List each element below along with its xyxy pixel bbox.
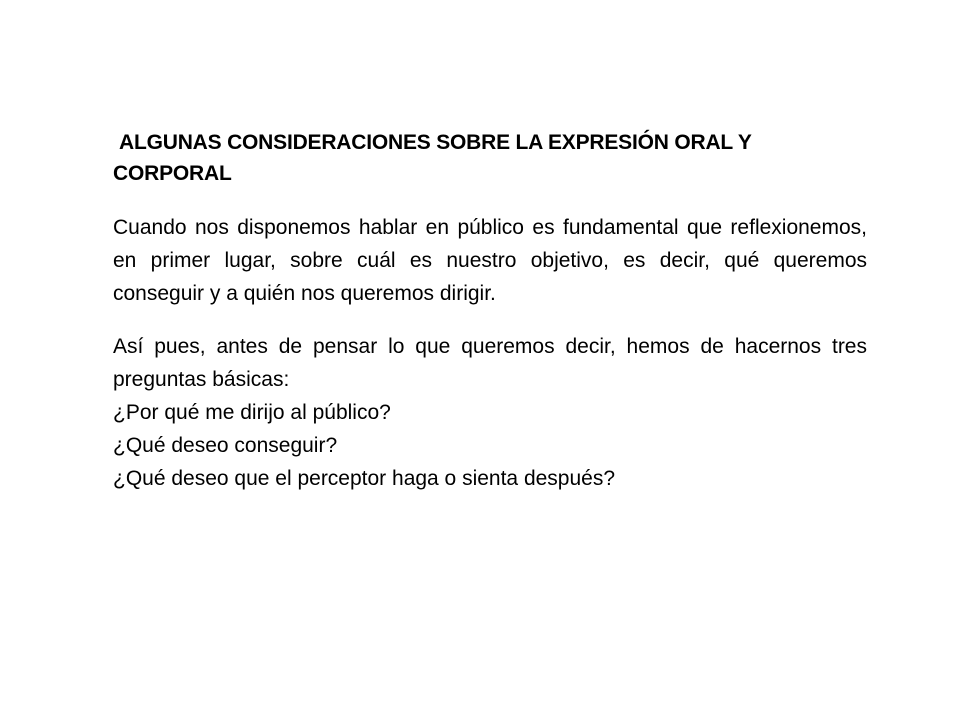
slide-title	[113, 127, 867, 189]
question-item: ¿Qué deseo conseguir?	[113, 434, 338, 457]
slide-title-line1: ALGUNAS CONSIDERACIONES SOBRE LA EXPRESIÓN ORAL Y	[119, 131, 752, 154]
slide-title-line2: CORPORAL	[113, 162, 232, 185]
question-item: ¿Por qué me dirijo al público?	[113, 401, 391, 424]
question-item: ¿Qué deseo que el perceptor haga o sienta después?	[113, 467, 616, 490]
paragraph-objective: Cuando nos disponemos hablar en público es fundamental que reflexionemos, en primer lugar, sobre cuál es nuestro objetivo, es decir, qué queremos conseguir y a quién nos queremos dirigir.	[113, 216, 867, 305]
slide-content	[113, 127, 867, 495]
paragraph-questions-intro: Así pues, antes de pensar lo que queremos decir, hemos de hacernos tres preguntas básicas:	[113, 335, 867, 391]
